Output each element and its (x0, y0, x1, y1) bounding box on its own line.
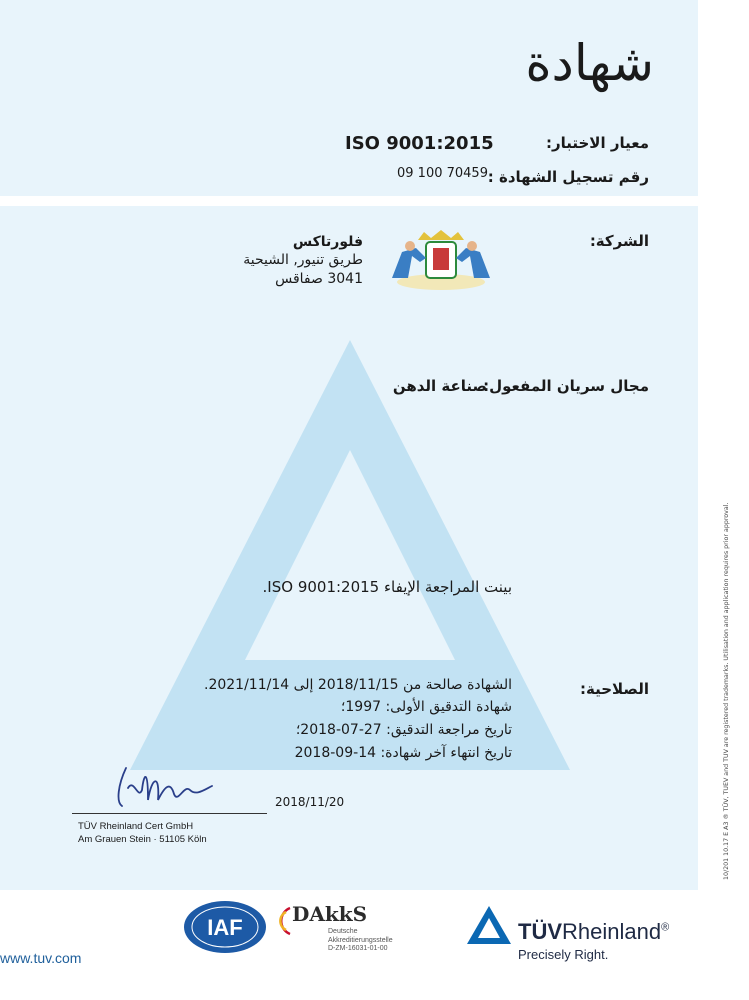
registered-mark: ® (661, 921, 670, 934)
issuer-name: TÜV Rheinland Cert GmbH (78, 821, 194, 832)
signature-date: 2018/11/20 (275, 795, 345, 809)
scope-value: صناعة الدهن (392, 377, 487, 395)
registration-value: 09 100 70459 (397, 166, 488, 181)
signature-line (72, 813, 267, 814)
dakks-line: Akkreditierungsstelle (328, 936, 393, 944)
validity-line: الشهادة صالحة من 2018/11/15 إلى 2021/11/14. (204, 677, 512, 693)
validity-label: الصلاحية: (580, 680, 649, 698)
company-address-line1: طريق تنيور, الشيحية (243, 252, 363, 268)
tuv-brand (518, 919, 669, 945)
validity-line: تاريخ انتهاء آخر شهادة: 14-09-2018 (294, 745, 512, 761)
dakks-line: D-ZM-16031-01-00 (328, 945, 388, 952)
trademark-note: 10/201 10.17 E A3 ® TÜV, TUEV and TUV are registered trademarks. Utilisation and application requires prior approval. (723, 502, 730, 880)
company-logo (386, 228, 496, 294)
iaf-text: IAF (207, 915, 243, 940)
certificate-title: شهادة (525, 34, 654, 92)
scope-label: مجال سريان المفعول: (483, 377, 649, 395)
iaf-logo (183, 900, 267, 954)
validity-line: تاريخ مراجعة التدقيق: 27-07-2018؛ (295, 722, 512, 738)
validity-line: شهادة التدقيق الأولى: 1997؛ (340, 699, 512, 715)
audit-statement: بينت المراجعة الإيفاء ISO 9001:2015. (262, 578, 512, 596)
dakks-line: Deutsche (328, 928, 358, 935)
standard-value: ISO 9001:2015 (345, 133, 494, 154)
website-link[interactable]: www.tuv.com (0, 950, 82, 966)
header-panel (0, 0, 698, 196)
company-name: فلورتاكس (292, 234, 363, 250)
tuv-brand-bold: TÜV (518, 919, 562, 944)
company-label: الشركة: (589, 232, 649, 250)
tuv-triangle-watermark (120, 330, 580, 790)
tuv-brand-rest: Rheinland (562, 919, 662, 944)
dakks-mark (272, 906, 294, 936)
tuv-tagline: Precisely Right. (518, 947, 609, 962)
issuer-address (78, 820, 207, 846)
issuer-street: Am Grauen Stein · 51105 Köln (78, 834, 207, 845)
company-address-line2: 3041 صفاقس (275, 271, 363, 287)
signature (108, 760, 218, 812)
tuv-triangle-logo (465, 904, 513, 946)
registration-label: رقم تسجيل الشهادة : (487, 168, 649, 186)
dakks-name: DAkkS (292, 902, 368, 926)
standard-label: معيار الاختبار: (545, 134, 649, 152)
